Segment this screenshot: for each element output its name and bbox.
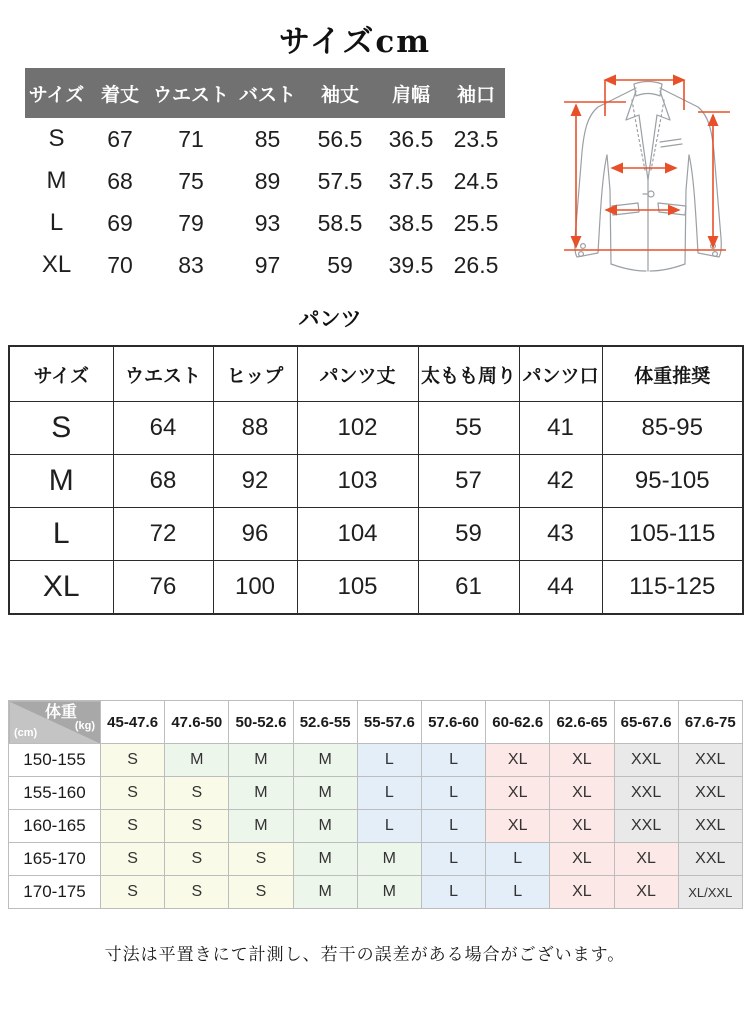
jacket-header-cell: サイズ [25, 68, 88, 118]
jacket-value-cell: 70 [107, 251, 133, 278]
pants-value-cell: 72 [113, 508, 213, 561]
matrix-size-cell: XL [614, 876, 678, 909]
corner-cm-unit: (cm) [14, 727, 38, 739]
matrix-size-cell: XL [486, 777, 550, 810]
pants-data-row [9, 561, 743, 615]
jacket-header-cell: 袖口 [447, 68, 505, 118]
matrix-weight-header: 52.6-55 [293, 701, 357, 744]
jacket-value-cell: 58.5 [317, 209, 363, 236]
matrix-size-cell: M [165, 744, 229, 777]
matrix-weight-header: 57.6-60 [421, 701, 485, 744]
matrix-data-row [9, 744, 743, 777]
jacket-value-cell: 97 [254, 251, 281, 278]
jacket-value-cell: 59 [327, 251, 353, 278]
pants-value-cell: 88 [213, 402, 297, 455]
pants-size-label: XL [9, 561, 113, 615]
matrix-size-cell: S [101, 876, 165, 909]
matrix-weight-header: 55-57.6 [357, 701, 421, 744]
matrix-size-cell: XL [486, 744, 550, 777]
corner-weight-label: 体重 [45, 704, 78, 721]
matrix-size-cell: XL [550, 810, 614, 843]
jacket-value-cell: 26.5 [453, 251, 499, 278]
matrix-size-cell: XXL [614, 744, 678, 777]
footer-note: 寸法は平置きにて計測し、若干の誤差がある場合がございます。 [104, 945, 626, 965]
matrix-size-cell: XL [486, 810, 550, 843]
pants-section-title: パンツ [298, 306, 362, 331]
weight-height-size-matrix [8, 700, 743, 909]
pants-value-cell: 105 [297, 561, 418, 615]
matrix-size-cell: L [357, 810, 421, 843]
matrix-size-cell: L [357, 777, 421, 810]
jacket-value-cell: 68 [107, 167, 133, 194]
jacket-size-label: L [49, 209, 64, 236]
jacket-value-cell: 57.5 [317, 167, 363, 194]
jacket-value-cell: 23.5 [453, 125, 499, 152]
pants-value-cell: 76 [113, 561, 213, 615]
pants-header-cell: パンツ口 [519, 346, 602, 402]
matrix-size-cell: XXL [678, 744, 742, 777]
jacket-value-cell: 67 [107, 125, 133, 152]
pants-value-cell: 61 [418, 561, 519, 615]
matrix-size-cell: M [293, 810, 357, 843]
pants-value-cell: 41 [519, 402, 602, 455]
matrix-weight-header: 60-62.6 [486, 701, 550, 744]
pants-value-cell: 59 [418, 508, 519, 561]
matrix-height-label: 170-175 [9, 876, 101, 909]
jacket-value-cell: 25.5 [453, 209, 499, 236]
corner-kg-unit: (kg) [74, 720, 95, 732]
pants-table-body [9, 402, 743, 615]
matrix-size-cell: S [101, 843, 165, 876]
jacket-value-cell: 37.5 [388, 167, 434, 194]
pants-value-cell: 95-105 [602, 455, 743, 508]
matrix-size-cell: L [421, 876, 485, 909]
jacket-value-cell: 36.5 [388, 125, 434, 152]
matrix-header [9, 701, 743, 744]
matrix-weight-header: 47.6-50 [165, 701, 229, 744]
jacket-value-cell: 85 [254, 125, 281, 152]
matrix-size-cell: M [293, 777, 357, 810]
pants-value-cell: 115-125 [602, 561, 743, 615]
jacket-value-cell: 69 [107, 209, 133, 236]
jacket-value-cell: 56.5 [317, 125, 363, 152]
pants-header-cell: ヒップ [213, 346, 297, 402]
pants-value-cell: 44 [519, 561, 602, 615]
pants-header-cell: パンツ丈 [297, 346, 418, 402]
pants-header-cell: サイズ [9, 346, 113, 402]
pants-size-label: S [9, 402, 113, 455]
jacket-size-label: M [46, 167, 67, 194]
matrix-data-row [9, 876, 743, 909]
matrix-corner-cell [9, 701, 101, 744]
pants-value-cell: 103 [297, 455, 418, 508]
matrix-data-row [9, 810, 743, 843]
pants-value-cell: 100 [213, 561, 297, 615]
matrix-size-cell: M [229, 777, 293, 810]
pants-value-cell: 57 [418, 455, 519, 508]
matrix-data-row [9, 843, 743, 876]
jacket-value-cell: 24.5 [453, 167, 499, 194]
matrix-size-cell: S [165, 777, 229, 810]
matrix-size-cell: L [421, 777, 485, 810]
jacket-header-cell: ウエスト [152, 68, 230, 118]
jacket-value-cell: 71 [178, 125, 204, 152]
jacket-outline [575, 82, 722, 272]
jacket-header-cell: 袖丈 [305, 68, 375, 118]
pants-value-cell: 102 [297, 402, 418, 455]
matrix-size-cell: L [421, 843, 485, 876]
matrix-size-cell: L [486, 843, 550, 876]
matrix-size-cell: L [421, 810, 485, 843]
pants-data-row [9, 508, 743, 561]
matrix-size-cell: M [357, 843, 421, 876]
matrix-size-cell: M [293, 876, 357, 909]
pants-header-cell: 太もも周り [418, 346, 519, 402]
matrix-weight-header: 50-52.6 [229, 701, 293, 744]
matrix-size-cell: XL [550, 777, 614, 810]
pants-value-cell: 43 [519, 508, 602, 561]
jacket-header-cell: 着丈 [88, 68, 152, 118]
matrix-header-row [9, 701, 743, 744]
jacket-size-label: XL [41, 251, 72, 278]
jacket-size-label: S [48, 125, 65, 152]
jacket-value-cell: 38.5 [388, 209, 434, 236]
matrix-size-cell: M [357, 876, 421, 909]
matrix-weight-header: 67.6-75 [678, 701, 742, 744]
matrix-size-cell: XL [614, 843, 678, 876]
pants-header-cell: 体重推奨 [602, 346, 743, 402]
pants-header-cell: ウエスト [113, 346, 213, 402]
matrix-height-label: 165-170 [9, 843, 101, 876]
matrix-height-label: 155-160 [9, 777, 101, 810]
pants-data-row [9, 455, 743, 508]
jacket-header-cell: 肩幅 [375, 68, 447, 118]
pants-header-row [9, 346, 743, 402]
matrix-size-cell: M [293, 744, 357, 777]
pants-value-cell: 105-115 [602, 508, 743, 561]
matrix-size-cell: L [486, 876, 550, 909]
matrix-weight-header: 45-47.6 [101, 701, 165, 744]
matrix-height-label: 150-155 [9, 744, 101, 777]
matrix-size-cell: M [293, 843, 357, 876]
jacket-header-cell: バスト [230, 68, 305, 118]
pants-size-table [8, 345, 744, 615]
matrix-size-cell: XL [550, 744, 614, 777]
pants-table-header [9, 346, 743, 402]
matrix-size-cell: XXL [614, 810, 678, 843]
pants-value-cell: 96 [213, 508, 297, 561]
jacket-size-table [25, 68, 505, 286]
matrix-size-cell: S [165, 810, 229, 843]
matrix-size-cell: S [165, 876, 229, 909]
pants-value-cell: 104 [297, 508, 418, 561]
pants-value-cell: 42 [519, 455, 602, 508]
matrix-size-cell: S [229, 843, 293, 876]
jacket-value-cell: 89 [254, 167, 281, 194]
jacket-value-cell: 75 [178, 167, 204, 194]
jacket-value-cell: 39.5 [388, 251, 434, 278]
matrix-size-cell: XXL [614, 777, 678, 810]
jacket-diagram-illustration [548, 58, 748, 298]
pants-size-label: L [9, 508, 113, 561]
pants-value-cell: 85-95 [602, 402, 743, 455]
matrix-size-cell: S [165, 843, 229, 876]
jacket-value-cell: 79 [178, 209, 204, 236]
matrix-weight-header: 62.6-65 [550, 701, 614, 744]
matrix-size-cell: M [229, 744, 293, 777]
measurement-arrows [564, 80, 730, 250]
pants-data-row [9, 402, 743, 455]
pants-value-cell: 64 [113, 402, 213, 455]
pants-value-cell: 92 [213, 455, 297, 508]
matrix-body [9, 744, 743, 909]
matrix-size-cell: XL [550, 876, 614, 909]
matrix-size-cell: S [101, 744, 165, 777]
matrix-height-label: 160-165 [9, 810, 101, 843]
matrix-size-cell: S [229, 876, 293, 909]
matrix-size-cell: L [357, 744, 421, 777]
matrix-size-cell: S [101, 777, 165, 810]
pants-value-cell: 55 [418, 402, 519, 455]
matrix-size-cell: L [421, 744, 485, 777]
matrix-size-cell: M [229, 810, 293, 843]
matrix-weight-header: 65-67.6 [614, 701, 678, 744]
matrix-data-row [9, 777, 743, 810]
matrix-size-cell: XXL [678, 843, 742, 876]
jacket-value-cell: 83 [178, 251, 204, 278]
pants-value-cell: 68 [113, 455, 213, 508]
matrix-size-cell: S [101, 810, 165, 843]
page-title: サイズcm [278, 24, 432, 60]
matrix-size-cell: XL/XXL [678, 876, 742, 909]
jacket-value-cell: 93 [254, 209, 281, 236]
matrix-size-cell: XL [550, 843, 614, 876]
matrix-size-cell: XXL [678, 810, 742, 843]
matrix-size-cell: XXL [678, 777, 742, 810]
pants-size-label: M [9, 455, 113, 508]
